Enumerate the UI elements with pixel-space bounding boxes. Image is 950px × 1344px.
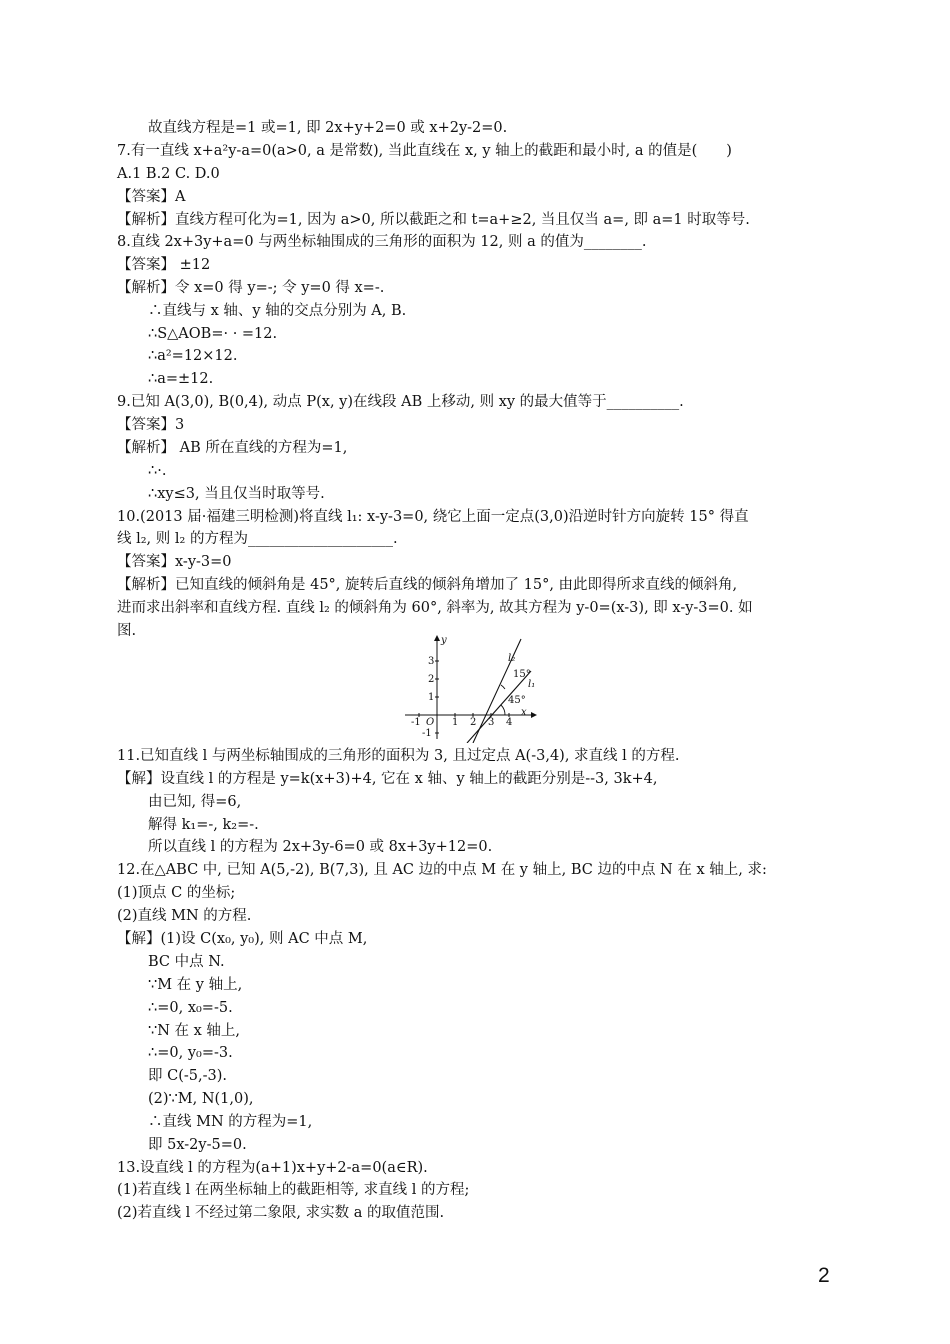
question-12-part-1: (1)顶点 C 的坐标; <box>117 885 236 901</box>
y-tick-label: -1 <box>422 728 432 739</box>
text-line: ∴xy≤3, 当且仅当时取等号. <box>148 486 325 502</box>
x-tick-label: 4 <box>506 717 513 728</box>
line-l1-label: l₁ <box>528 679 536 690</box>
angle-45-arc <box>501 705 505 715</box>
text-line: ∴直线 MN 的方程为=1, <box>148 1114 313 1130</box>
options-7: A.1 B.2 C. D.0 <box>117 166 220 182</box>
solution-12: 【解】(1)设 C(x₀, y₀), 则 AC 中点 M, <box>117 931 368 947</box>
analysis-7: 【解析】直线方程可化为=1, 因为 a>0, 所以截距之和 t=a+≥2, 当且仅当 a=, 即 a=1 时取等号. <box>117 212 750 228</box>
question-13: 13.设直线 l 的方程为(a+1)x+y+2-a=0(a∈R). <box>117 1160 428 1176</box>
question-7: 7.有一直线 x+a²y-a=0(a>0, a 是常数), 当此直线在 x, y 轴上的截距和最小时, a 的值是( ) <box>117 143 732 159</box>
question-10-cont: 线 l₂, 则 l₂ 的方程为____________________. <box>117 531 398 547</box>
solution-11: 【解】设直线 l 的方程是 y=k(x+3)+4, 它在 x 轴、y 轴上的截距分别是--3, 3k+4, <box>117 771 658 787</box>
text-line: 即 C(-5,-3). <box>148 1068 227 1084</box>
x-tick-label: 2 <box>470 717 477 728</box>
text-line: ∴a²=12×12. <box>148 348 238 364</box>
y-axis-label: y <box>441 635 447 646</box>
x-axis-label: x <box>521 707 527 718</box>
question-9: 9.已知 A(3,0), B(0,4), 动点 P(x, y)在线段 AB 上移动, 则 xy 的最大值等于__________. <box>117 394 684 410</box>
text-line: BC 中点 N. <box>148 954 225 970</box>
x-axis-arrow <box>531 712 537 718</box>
text-line: 进而求出斜率和直线方程. 直线 l₂ 的倾斜角为 60°, 斜率为, 故其方程为 y-0=(x-3), 即 x-y-3=0. 如 <box>117 600 753 616</box>
line-l2-label: l₂ <box>508 653 516 664</box>
origin-label: O <box>426 717 435 728</box>
question-12: 12.在△ABC 中, 已知 A(5,-2), B(7,3), 且 AC 边的中点 M 在 y 轴上, BC 边的中点 N 在 x 轴上, 求: <box>117 862 767 878</box>
y-tick-label: 2 <box>428 674 435 685</box>
text-line: (2)∵M, N(1,0), <box>148 1091 254 1107</box>
analysis-10: 【解析】已知直线的倾斜角是 45°, 旋转后直线的倾斜角增加了 15°, 由此即得所求直线的倾斜角, <box>117 577 738 593</box>
analysis-9: 【解析】 AB 所在直线的方程为=1, <box>117 440 348 456</box>
x-tick-label: -1 <box>411 717 421 728</box>
text-line: 由已知, 得=6, <box>148 794 242 810</box>
text-line: ∴=0, x₀=-5. <box>148 1000 233 1016</box>
coordinate-figure <box>405 633 545 743</box>
x-tick-label: 1 <box>452 717 459 728</box>
text-line: 故直线方程是=1 或=1, 即 2x+y+2=0 或 x+2y-2=0. <box>148 120 508 136</box>
y-axis-arrow <box>434 635 440 641</box>
text-line: 所以直线 l 的方程为 2x+3y-6=0 或 8x+3y+12=0. <box>148 839 493 855</box>
text-line: 即 5x-2y-5=0. <box>148 1137 247 1153</box>
text-line: ∴=0, y₀=-3. <box>148 1045 233 1061</box>
analysis-8: 【解析】令 x=0 得 y=-; 令 y=0 得 x=-. <box>117 280 385 296</box>
text-line: 图. <box>117 623 137 639</box>
page-number: 2 <box>818 1264 830 1287</box>
answer-9: 【答案】3 <box>117 417 185 433</box>
answer-8: 【答案】 ±12 <box>117 257 211 273</box>
question-12-part-2: (2)直线 MN 的方程. <box>117 908 252 924</box>
x-tick-label: 3 <box>488 717 495 728</box>
angle-15-label: 15° <box>513 669 531 680</box>
question-11: 11.已知直线 l 与两坐标轴围成的三角形的面积为 3, 且过定点 A(-3,4), 求直线 l 的方程. <box>117 748 680 764</box>
text-line: 解得 k₁=-, k₂=-. <box>148 817 259 833</box>
text-line: ∵M 在 y 轴上, <box>148 977 243 993</box>
angle-45-label: 45° <box>508 695 526 706</box>
text-line: ∴直线与 x 轴、y 轴的交点分别为 A, B. <box>148 303 407 319</box>
question-13-part-1: (1)若直线 l 在两坐标轴上的截距相等, 求直线 l 的方程; <box>117 1182 470 1198</box>
text-line: ∴a=±12. <box>148 371 214 387</box>
answer-10: 【答案】x-y-3=0 <box>117 554 232 570</box>
y-tick-label: 3 <box>428 656 435 667</box>
question-10: 10.(2013 届·福建三明检测)将直线 l₁: x-y-3=0, 绕它上面一定点(3,0)沿逆时针方向旋转 15° 得直 <box>117 509 749 525</box>
question-13-part-2: (2)若直线 l 不经过第二象限, 求实数 a 的取值范围. <box>117 1205 445 1221</box>
y-tick-label: 1 <box>428 692 435 703</box>
question-8: 8.直线 2x+3y+a=0 与两坐标轴围成的三角形的面积为 12, 则 a 的值为________. <box>117 234 647 250</box>
text-line: ∴S△AOB=· · =12. <box>148 326 278 342</box>
angle-15-arc <box>501 685 505 689</box>
text-line: ∴·. <box>148 463 167 479</box>
answer-7: 【答案】A <box>117 189 186 205</box>
text-line: ∵N 在 x 轴上, <box>148 1023 241 1039</box>
